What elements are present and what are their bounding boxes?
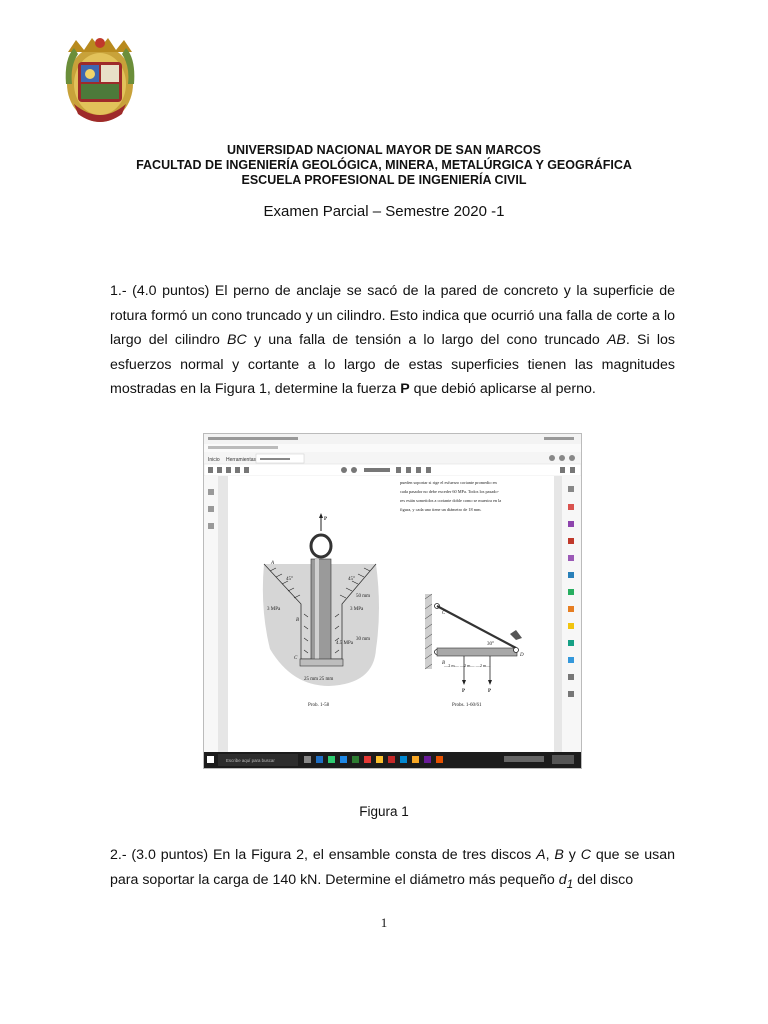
pdf-viewer-image xyxy=(204,434,581,768)
problem-1-text: 1.- (4.0 puntos) El perno de anclaje se sacó de la pared de concreto y la superficie de rotura formó un cono truncado y un cilindro. Esto indica que ocurrió una falla de corte a lo largo del cilindro BC y una falla de tensión a lo largo del cono truncado AB. Si los esfuerzos normal y cortante a lo largo de estas superficies tienen las magnitudes mostradas en la Figura 1, determine la fuerza P que debió aplicarse al perno. xyxy=(110,283,675,397)
page-text-line-1: pueden soportar si rige el esfuerzo cortante promedio en xyxy=(400,480,497,485)
point-c: C xyxy=(294,656,298,661)
angle-left: 45° xyxy=(286,577,293,582)
dim-bottom: 25 mm 25 mm xyxy=(304,677,334,682)
university-name: UNIVERSIDAD NACIONAL MAYOR DE SAN MARCOS xyxy=(227,143,541,157)
figure-1-caption: Figura 1 xyxy=(359,804,409,819)
bolt-load-label: P xyxy=(324,517,328,522)
prob-label-left: Prob. 1-58 xyxy=(308,703,330,708)
taskbar-search: Escribe aquí para buscar xyxy=(226,758,275,763)
viewer-tab-home: Inicio xyxy=(208,457,220,463)
university-seal xyxy=(64,34,136,126)
faculty-name: FACULTAD DE INGENIERÍA GEOLÓGICA, MINERA, METALÚRGICA Y GEOGRÁFICA xyxy=(136,158,632,172)
prob-label-right: Probs. 1-60/61 xyxy=(452,703,482,708)
dim-30mm: 30 mm xyxy=(356,637,371,642)
problem-2-text: 2.- (3.0 puntos) En la Figura 2, el ensamble consta de tres discos A, B y C que se usan para soportar la carga de 140 kN. Determine el diámetro más pequeño $d_1$ del disco xyxy=(110,847,676,891)
stress-center: 4.5 MPa xyxy=(336,641,353,646)
page-text-line-3: res están sometidos a cortante doble como se muestra en la xyxy=(400,498,502,503)
bracket-point-d: D xyxy=(520,653,524,658)
school-name: ESCUELA PROFESIONAL DE INGENIERÍA CIVIL xyxy=(241,173,527,187)
exam-title: Examen Parcial – Semestre 2020 -1 xyxy=(263,203,505,220)
bracket-spacing: —2 m— —2 m— —2 m— xyxy=(444,663,491,668)
viewer-tab-tools: Herramientas xyxy=(226,457,257,463)
figure-1-screenshot xyxy=(203,433,582,769)
angle-right: 45° xyxy=(348,577,355,582)
bracket-load-2: P xyxy=(488,689,492,694)
exam-header xyxy=(0,143,768,188)
stress-right: 3 MPa xyxy=(350,607,364,612)
bracket-point-b: B xyxy=(442,661,446,666)
bracket-point-c: C xyxy=(442,611,446,616)
page-text-line-4: figura, y cada uno tiene un diámetro de 18 mm. xyxy=(400,507,482,512)
page-number: 1 xyxy=(380,915,388,930)
page-text-line-2: cada pasador no debe exceder 60 MPa. Todos los pasado- xyxy=(400,489,499,494)
dim-50mm: 50 mm xyxy=(356,594,371,599)
bracket-load-1: P xyxy=(462,689,466,694)
point-a: A xyxy=(271,561,275,566)
bracket-angle: 30° xyxy=(487,642,494,647)
point-b: B xyxy=(296,618,300,623)
stress-left: 3 MPa xyxy=(267,607,281,612)
